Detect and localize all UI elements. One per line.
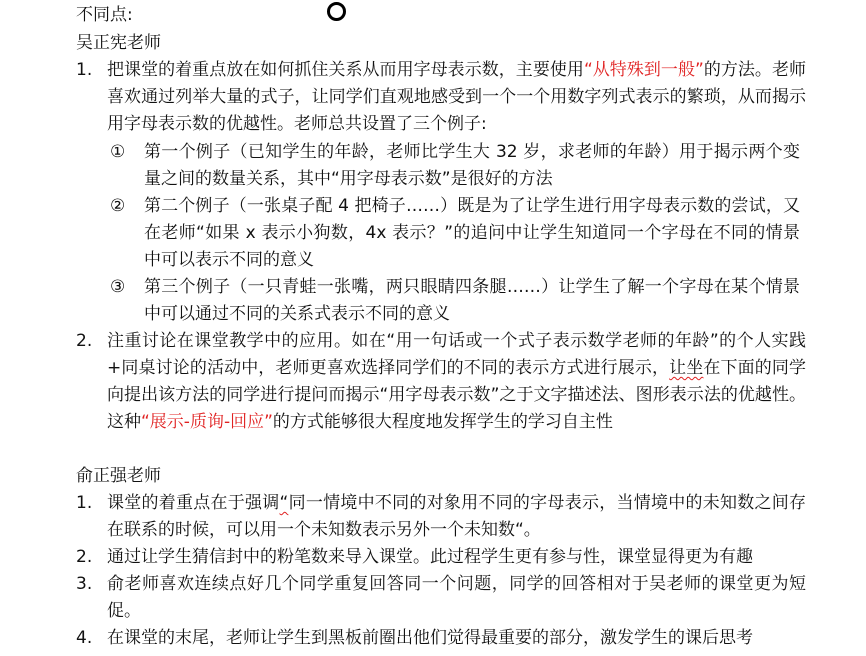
highlight-text: “从特殊到一般”	[583, 60, 704, 80]
item-number: 2.	[76, 331, 93, 351]
example-text: 第二个例子（一张桌子配 4 把椅子……）既是为了让学生进行用字母表示数的尝试，又在老师“如果 x 表示小狗数，4x 表示？”的追问中让学生知道同一个字母在不同的情景中可以表示不同的意义	[144, 196, 800, 270]
item-text: 课堂的着重点在于强调“同一情境中不同的对象用不同的字母表示，当情境中的未知数之间存在联系的时候，可以用一个未知数表示另外一个未知数“。	[107, 493, 806, 540]
circled-number: ②	[110, 196, 126, 216]
item-number: 3.	[76, 574, 93, 594]
example-text: 第一个例子（已知学生的年龄，老师比学生大 32 岁，求老师的年龄）用于揭示两个变量之间的数量关系，其中“用字母表示数”是很好的方法	[144, 142, 800, 189]
example-2	[110, 193, 800, 274]
circled-number: ①	[110, 142, 126, 162]
teacher2-item-2	[76, 544, 806, 571]
item-text: 把课堂的着重点放在如何抓住关系从而用字母表示数，主要使用“从特殊到一般”的方法。老师喜欢通过列举大量的式子，让同学们直观地感受到一个一个用数字列式表示的繁琐，从而揭示用字母表示数的优越性。老师总共设置了三个例子:	[107, 60, 806, 134]
item-text: 通过让学生猜信封中的粉笔数来导入课堂。此过程学生更有参与性，课堂显得更为有趣	[107, 547, 753, 567]
cursor-ring-icon	[327, 2, 346, 21]
spellcheck-mark: “	[279, 493, 289, 513]
differences-heading: 不同点:	[76, 5, 133, 25]
item-text: 注重讨论在课堂教学中的应用。如在“用一句话或一个式子表示数学老师的年龄”的个人实践+同桌讨论的活动中，老师更喜欢选择同学们的不同的表示方式进行展示，让坐在下面的同学向提出该方法的同学进行提问而揭示“用字母表示数”之于文字描述法、图形表示法的优越性。这种“展示-质询-回应”的方式能够很大程度地发挥学生的学习自主性	[107, 331, 807, 432]
example-text: 第三个例子（一只青蛙一张嘴，两只眼睛四条腿……）让学生了解一个字母在某个情景中可以通过不同的关系式表示不同的意义	[144, 277, 800, 324]
spellcheck-mark: 让坐	[669, 358, 704, 378]
item-number: 1.	[76, 493, 93, 513]
teacher1-item-2	[76, 328, 806, 436]
teacher1-name: 吴正宪老师	[76, 33, 161, 53]
example-1	[110, 139, 800, 193]
teacher2-item-4	[76, 625, 806, 652]
teacher2-item-3	[76, 571, 806, 625]
item-text: 在课堂的末尾，老师让学生到黑板前圈出他们觉得最重要的部分，激发学生的课后思考	[107, 628, 753, 648]
teacher1-item-1	[76, 57, 806, 138]
circled-number: ③	[110, 277, 126, 297]
item-number: 4.	[76, 628, 93, 648]
item-number: 1.	[76, 60, 93, 80]
item-text: 俞老师喜欢连续点好几个同学重复回答同一个问题，同学的回答相对于吴老师的课堂更为短促。	[107, 574, 806, 621]
teacher2-name: 俞正强老师	[76, 466, 161, 486]
example-3	[110, 274, 800, 328]
item-number: 2.	[76, 547, 93, 567]
highlight-text: “展示-质询-回应”	[141, 412, 273, 432]
teacher2-item-1	[76, 490, 806, 544]
